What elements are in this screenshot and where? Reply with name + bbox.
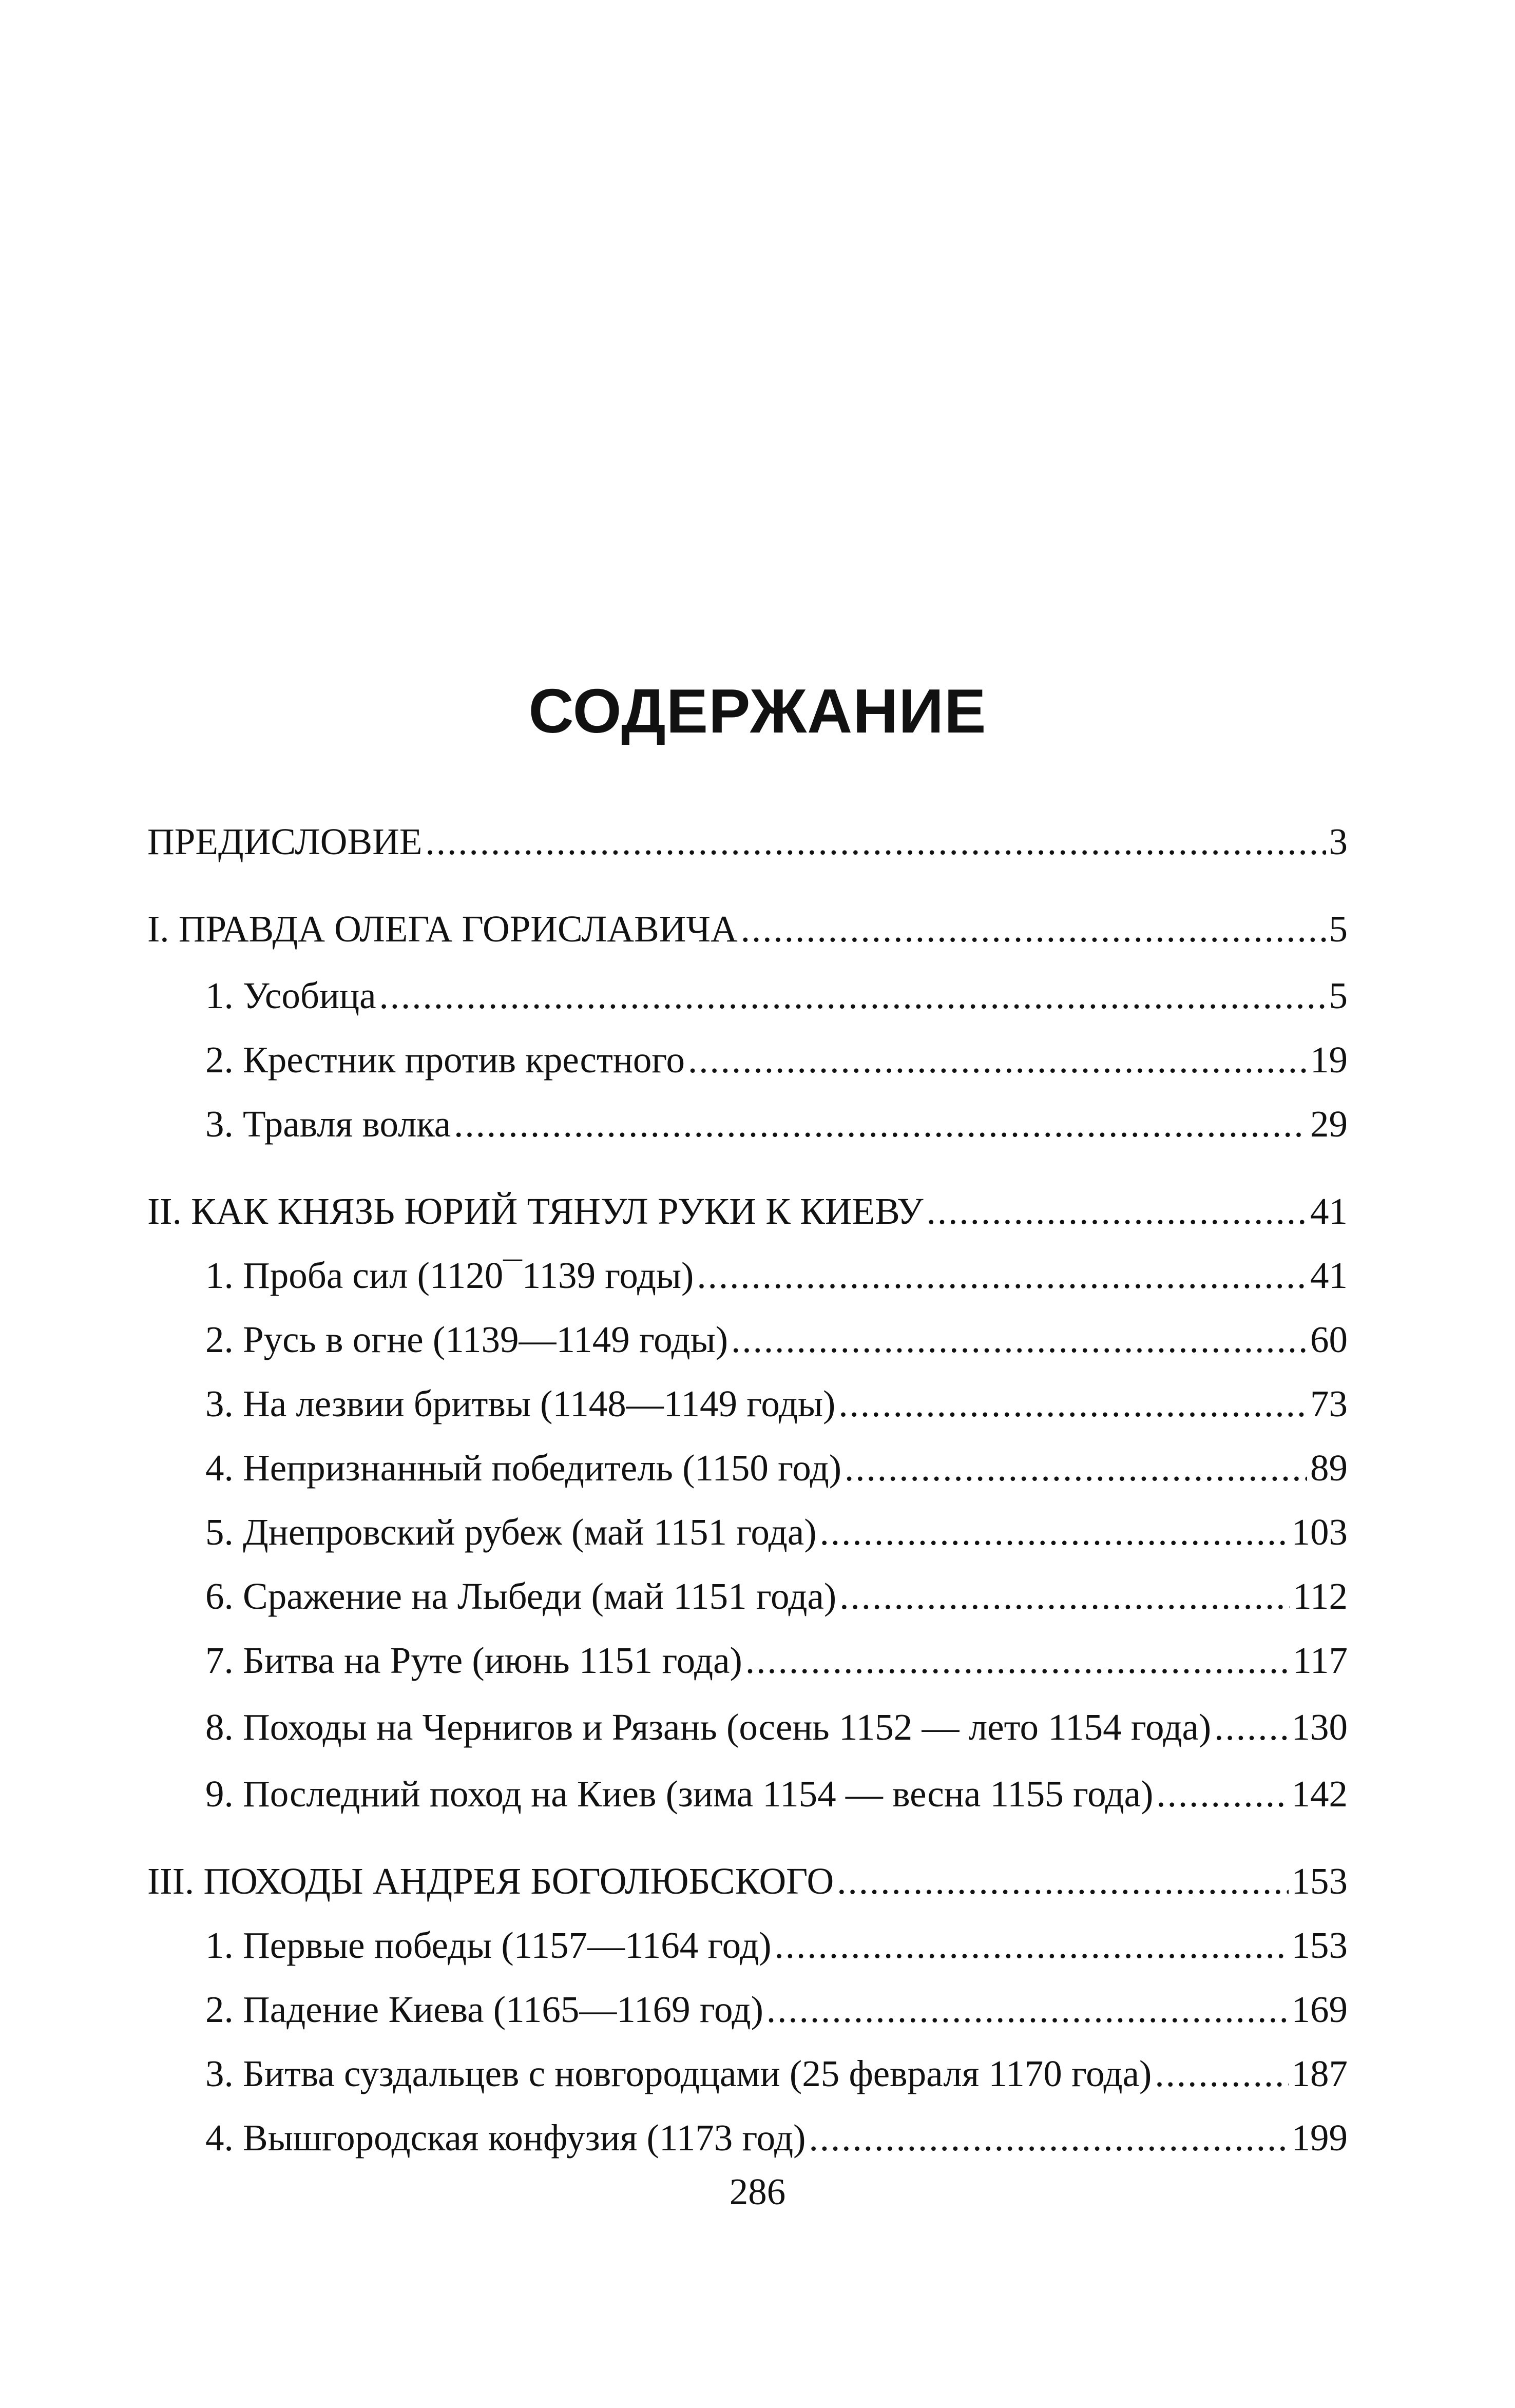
toc-entry-page: 169 xyxy=(1291,1989,1348,2030)
dot-leader xyxy=(741,906,1326,952)
toc-entry-page: 153 xyxy=(1291,1924,1348,1966)
toc-entry-part-2 xyxy=(147,1188,1348,1235)
toc-entry-page: 41 xyxy=(1310,1255,1348,1296)
dot-leader xyxy=(1214,1704,1288,1750)
toc-entry-label: 3. Травля волка xyxy=(205,1103,451,1145)
toc-entry-part-1-chapter-3 xyxy=(205,1101,1348,1147)
toc-entry-page: 187 xyxy=(1291,2053,1348,2094)
toc-entry-label: 2. Русь в огне (1139—1149 годы) xyxy=(205,1319,728,1360)
dot-leader xyxy=(775,1922,1289,1969)
toc-entry-page: 29 xyxy=(1310,1103,1348,1145)
toc-entry-page: 103 xyxy=(1291,1511,1348,1553)
dot-leader xyxy=(766,1987,1289,2033)
toc-entry-part-2-chapter-4 xyxy=(205,1445,1348,1491)
dot-leader xyxy=(845,1445,1307,1491)
toc-entry-part-3-chapter-1 xyxy=(205,1922,1348,1969)
toc-entry-label: II. КАК КНЯЗЬ ЮРИЙ ТЯНУЛ РУКИ К КИЕВУ xyxy=(147,1190,924,1232)
toc-entry-part-2-chapter-9 xyxy=(205,1771,1348,1817)
toc-entry-label: 6. Сражение на Лыбеди (май 1151 года) xyxy=(205,1575,837,1617)
toc-entry-part-2-chapter-3 xyxy=(205,1381,1348,1427)
toc-entry-part-1 xyxy=(147,906,1348,952)
toc-entry-label: 4. Вышгородская конфузия (1173 год) xyxy=(205,2117,806,2159)
toc-entry-label: 9. Последний поход на Киев (зима 1154 — весна 1155 года) xyxy=(205,1773,1154,1815)
dot-leader xyxy=(454,1101,1307,1147)
toc-entry-part-2-chapter-6 xyxy=(205,1573,1348,1620)
toc-entry-page: 19 xyxy=(1310,1039,1348,1081)
toc-entry-page: 112 xyxy=(1293,1575,1348,1617)
page-title: СОДЕРЖАНИЕ xyxy=(528,676,987,746)
page-number: 286 xyxy=(729,2171,786,2212)
toc-entry-part-2-chapter-7 xyxy=(205,1638,1348,1684)
dot-leader xyxy=(1156,1771,1288,1817)
toc-entry-page: 41 xyxy=(1310,1190,1348,1232)
dot-leader xyxy=(426,819,1326,865)
toc-entry-part-1-chapter-1 xyxy=(205,973,1348,1019)
dot-leader xyxy=(927,1188,1307,1235)
toc-entry-label: 7. Битва на Руте (июнь 1151 года) xyxy=(205,1640,742,1681)
toc-entry-part-3-chapter-2 xyxy=(205,1987,1348,2033)
toc-entry-label: III. ПОХОДЫ АНДРЕЯ БОГОЛЮБСКОГО xyxy=(147,1860,834,1902)
toc-entry-part-3-chapter-3 xyxy=(205,2051,1348,2097)
toc-entry-label: 5. Днепровский рубеж (май 1151 года) xyxy=(205,1511,817,1553)
toc-entry-label: 3. Битва суздальцев с новгородцами (25 февраля 1170 года) xyxy=(205,2053,1152,2094)
toc-entry-part-2-chapter-1 xyxy=(205,1253,1348,1299)
toc-entry-part-1-chapter-2 xyxy=(205,1037,1348,1083)
dot-leader xyxy=(745,1638,1290,1684)
toc-entry-part-2-chapter-5 xyxy=(205,1509,1348,1555)
dot-leader xyxy=(837,1858,1288,1904)
dot-leader xyxy=(731,1317,1307,1363)
toc-entry-label: 1. Усобица xyxy=(205,975,376,1016)
toc-entry-label: 1. Первые победы (1157—1164 год) xyxy=(205,1924,772,1966)
toc-entry-page: 199 xyxy=(1291,2117,1348,2159)
toc-entry-page: 73 xyxy=(1310,1383,1348,1424)
toc-entry-label: 1. Проба сил (1120¯1139 годы) xyxy=(205,1255,694,1296)
toc-entry-page: 117 xyxy=(1293,1640,1348,1681)
toc-entry-page: 130 xyxy=(1291,1706,1348,1748)
dot-leader xyxy=(820,1509,1289,1555)
toc-entry-label: I. ПРАВДА ОЛЕГА ГОРИСЛАВИЧА xyxy=(147,908,738,950)
toc-entry-page: 3 xyxy=(1329,821,1348,862)
toc-entry-part-3 xyxy=(147,1858,1348,1904)
toc-entry-page: 142 xyxy=(1291,1773,1348,1815)
dot-leader xyxy=(839,1573,1290,1620)
toc-entry-label: 2. Крестник против крестного xyxy=(205,1039,685,1081)
toc-entry-page: 5 xyxy=(1329,908,1348,950)
dot-leader xyxy=(688,1037,1307,1083)
toc-entry-label: ПРЕДИСЛОВИЕ xyxy=(147,821,423,862)
dot-leader xyxy=(838,1381,1307,1427)
dot-leader xyxy=(379,973,1326,1019)
toc-entry-page: 89 xyxy=(1310,1447,1348,1489)
toc-entry-preface xyxy=(147,819,1348,865)
toc-entry-page: 60 xyxy=(1310,1319,1348,1360)
toc-entry-label: 3. На лезвии бритвы (1148—1149 годы) xyxy=(205,1383,836,1424)
toc-entry-page: 153 xyxy=(1291,1860,1348,1902)
dot-leader xyxy=(697,1253,1307,1299)
toc-entry-label: 2. Падение Киева (1165—1169 год) xyxy=(205,1989,763,2030)
toc-entry-page: 5 xyxy=(1329,975,1348,1016)
toc-entry-part-3-chapter-4 xyxy=(205,2115,1348,2161)
dot-leader xyxy=(1155,2051,1288,2097)
dot-leader xyxy=(809,2115,1288,2161)
toc-entry-part-2-chapter-2 xyxy=(205,1317,1348,1363)
toc-entry-label: 8. Походы на Чернигов и Рязань (осень 1152 — лето 1154 года) xyxy=(205,1706,1212,1748)
toc-entry-part-2-chapter-8 xyxy=(205,1704,1348,1750)
toc-entry-label: 4. Непризнанный победитель (1150 год) xyxy=(205,1447,842,1489)
